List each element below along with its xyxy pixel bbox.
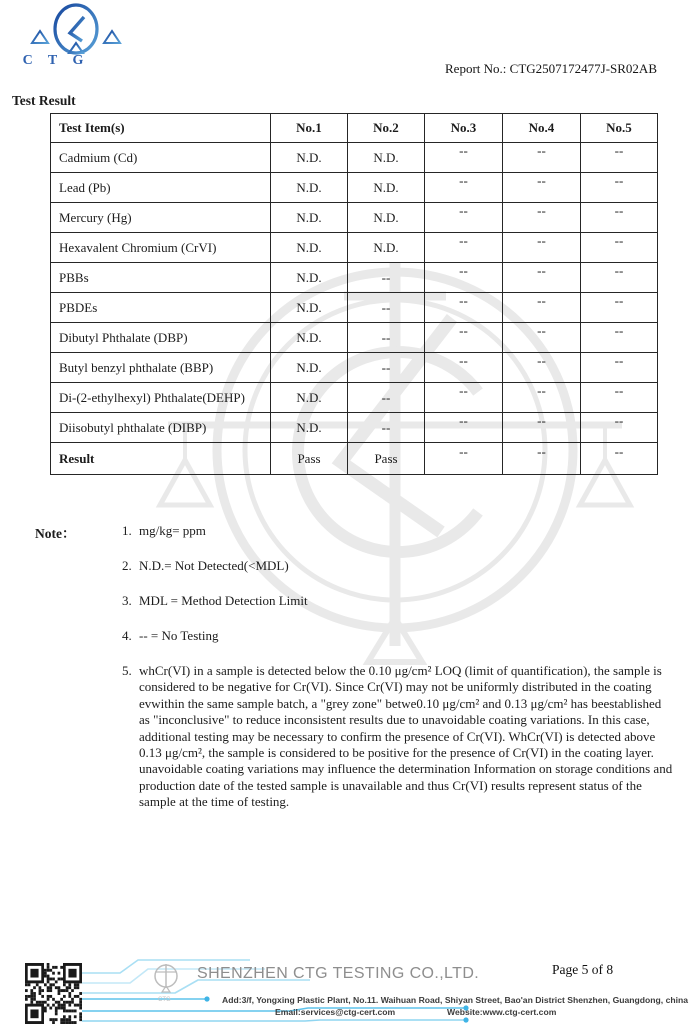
result-cell: N.D.	[271, 263, 348, 293]
result-cell: --	[425, 353, 503, 383]
result-cell: --	[503, 203, 581, 233]
result-cell: --	[581, 173, 658, 203]
col-header-test-item: Test Item(s)	[51, 114, 271, 143]
result-cell: --	[348, 383, 425, 413]
result-cell: N.D.	[348, 233, 425, 263]
test-item-name: Mercury (Hg)	[51, 203, 271, 233]
result-cell: --	[581, 353, 658, 383]
company-website: Website:www.ctg-cert.com	[447, 1007, 557, 1017]
col-header-no3: No.3	[425, 114, 503, 143]
test-item-name: PBDEs	[51, 293, 271, 323]
result-cell: Pass	[348, 443, 425, 475]
result-cell: N.D.	[271, 293, 348, 323]
result-summary-row	[51, 443, 658, 475]
ctg-footer-logo-icon	[148, 962, 184, 1004]
test-item-name: Lead (Pb)	[51, 173, 271, 203]
note-item: 3. MDL = Method Detection Limit	[122, 593, 308, 608]
result-cell: --	[503, 323, 581, 353]
test-result-table	[50, 113, 658, 475]
table-row	[51, 203, 658, 233]
table-row	[51, 173, 658, 203]
result-cell: --	[425, 323, 503, 353]
test-item-name: Hexavalent Chromium (CrVI)	[51, 233, 271, 263]
note-item: 5. whCr(VI) in a sample is detected below the 0.10 μg/cm² LOQ (limit of quantification), the sample is considered to be negative for Cr(VI). Since Cr(VI) may not be uniformly distributed in the coating evwithin the same sample batch, a "grey zone" betwe0.10 μg/cm² and 0.13 μg/cm² has beestablished as "inconclusive" to reduce inconsistent results due to unavoidable coating variations. In this case, additional testing may be necessary to confirm the presence of Cr(VI). WhCr(VI) is detected above 0.13 μg/cm², the sample is considered to be positive for the presence of Cr(VI) in the coating layer. unavoidable coating variations may influence the determination Information on storage conditions and production date of the tested sample is unavailable and thus Cr(VI) results represent status of the sample at the time of testing.	[122, 663, 673, 810]
result-cell: --	[503, 383, 581, 413]
ctg-footer-logo-text: CTG	[158, 997, 171, 1003]
result-cell: N.D.	[271, 413, 348, 443]
result-cell: --	[581, 203, 658, 233]
table-row	[51, 323, 658, 353]
result-cell: --	[503, 443, 581, 475]
company-address: Add:3/f, Yongxing Plastic Plant, No.11. Waihuan Road, Shiyan Street, Bao'an District Shenzhen, Guangdong, china	[222, 995, 689, 1005]
result-cell: --	[425, 143, 503, 173]
test-item-name: Di-(2-ethylhexyl) Phthalate(DEHP)	[51, 383, 271, 413]
result-cell: Pass	[271, 443, 348, 475]
company-email: Email:services@ctg-cert.com	[275, 1007, 396, 1017]
test-item-name: PBBs	[51, 263, 271, 293]
result-cell: --	[425, 263, 503, 293]
page-title: Test Result	[12, 93, 76, 108]
result-cell: --	[503, 413, 581, 443]
table-row	[51, 293, 658, 323]
result-cell: --	[425, 233, 503, 263]
result-cell: --	[425, 203, 503, 233]
note-label: Note：	[35, 526, 76, 541]
note-item: 4. -- = No Testing	[122, 628, 219, 643]
result-cell: N.D.	[271, 173, 348, 203]
result-cell: --	[425, 443, 503, 475]
result-cell: --	[581, 413, 658, 443]
col-header-no4: No.4	[503, 114, 581, 143]
result-cell: --	[503, 353, 581, 383]
result-cell: --	[581, 443, 658, 475]
note-item: 2. N.D.= Not Detected(<MDL)	[122, 558, 289, 573]
result-cell: N.D.	[271, 233, 348, 263]
result-cell: --	[425, 413, 503, 443]
qr-code	[25, 963, 82, 1024]
table-row	[51, 353, 658, 383]
test-item-name: Dibutyl Phthalate (DBP)	[51, 323, 271, 353]
report-number: Report No.: CTG2507172477J-SR02AB	[445, 61, 657, 76]
result-cell: N.D.	[271, 383, 348, 413]
result-cell: --	[503, 263, 581, 293]
result-cell: N.D.	[348, 203, 425, 233]
table-row	[51, 263, 658, 293]
result-cell: --	[503, 143, 581, 173]
result-cell: N.D.	[271, 143, 348, 173]
company-name: SHENZHEN CTG TESTING CO.,LTD.	[197, 965, 480, 982]
result-cell: --	[348, 353, 425, 383]
result-cell: --	[503, 293, 581, 323]
result-cell: --	[581, 383, 658, 413]
test-item-name: Cadmium (Cd)	[51, 143, 271, 173]
col-header-no1: No.1	[271, 114, 348, 143]
note-list	[122, 523, 674, 811]
result-cell: --	[425, 173, 503, 203]
result-cell: --	[581, 323, 658, 353]
page-number: Page 5 of 8	[552, 962, 614, 977]
result-cell: --	[348, 323, 425, 353]
result-cell: --	[425, 383, 503, 413]
table-row	[51, 413, 658, 443]
result-label: Result	[51, 443, 271, 475]
result-cell: --	[348, 293, 425, 323]
result-cell: --	[348, 263, 425, 293]
result-cell: N.D.	[271, 323, 348, 353]
result-cell: --	[581, 233, 658, 263]
result-cell: --	[425, 293, 503, 323]
col-header-no2: No.2	[348, 114, 425, 143]
result-cell: N.D.	[271, 353, 348, 383]
test-item-name: Butyl benzyl phthalate (BBP)	[51, 353, 271, 383]
result-cell: --	[581, 263, 658, 293]
result-cell: --	[581, 143, 658, 173]
result-cell: N.D.	[348, 173, 425, 203]
result-cell: --	[503, 233, 581, 263]
result-cell: N.D.	[271, 203, 348, 233]
result-cell: --	[503, 173, 581, 203]
table-row	[51, 233, 658, 263]
result-cell: N.D.	[348, 143, 425, 173]
table-row	[51, 143, 658, 173]
result-cell: --	[348, 413, 425, 443]
table-header-row	[51, 114, 658, 143]
ctg-logo-text: C T G	[22, 53, 90, 68]
result-cell: --	[581, 293, 658, 323]
test-item-name: Diisobutyl phthalate (DIBP)	[51, 413, 271, 443]
col-header-no5: No.5	[581, 114, 658, 143]
note-item: 1. mg/kg= ppm	[122, 523, 206, 538]
table-row	[51, 383, 658, 413]
